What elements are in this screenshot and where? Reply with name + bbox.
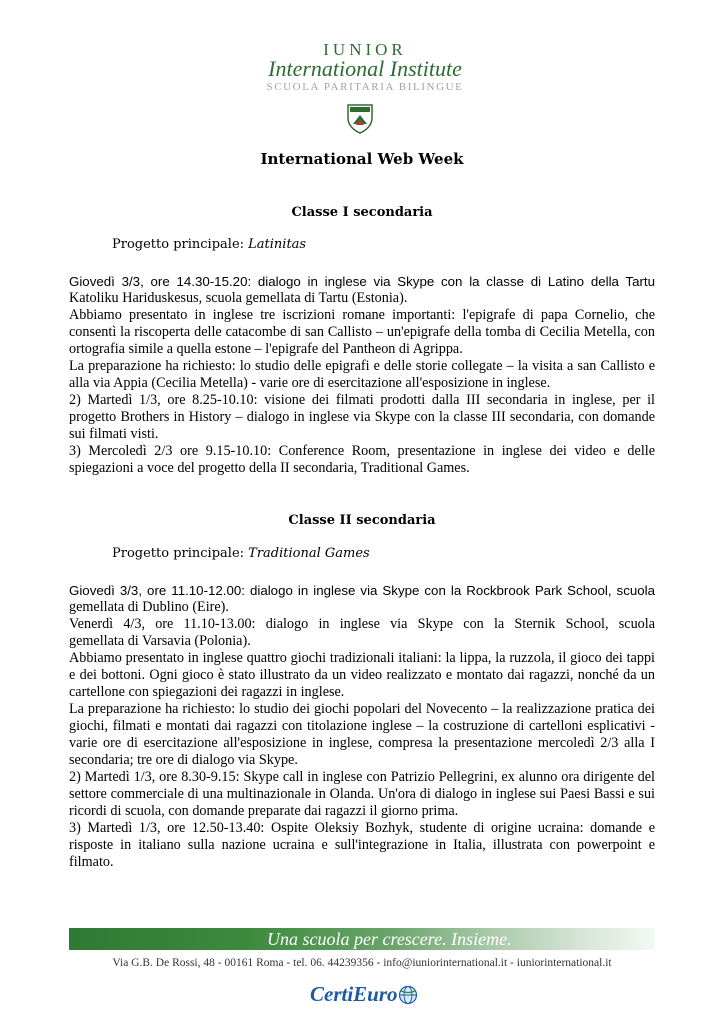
paragraph: 3) Mercoledì 2/3 ore 9.15-10.10: Conference Room, presentazione in inglese dei video e delle spiegazioni a voce del progetto della II secondaria, Traditional Games.	[69, 443, 655, 476]
shield-icon	[347, 104, 373, 134]
logo-subtitle: SCUOLA PARITARIA BILINGUE	[266, 81, 464, 93]
footer-band	[69, 928, 655, 950]
school-logo	[250, 40, 480, 94]
paragraph: 3) Martedì 1/3, ore 12.50-13.40: Ospite Oleksiy Bozhyk, studente di origine ucraina: domande e risposte in italiano sulla nazione ucraina e sull'integrazione in Italia, illustrata con powerpoint e filmato.	[69, 820, 655, 870]
paragraph: Abbiamo presentato in inglese quattro giochi tradizionali italiani: la lippa, la ruzzola, il gioco dei tappi e dei bottoni. Ogni gioco è stato illustrato da un video realizzato e montato dai ragazzi, nonché da un cartellone con spiegazioni dei ragazzi in inglese.	[69, 650, 655, 700]
paragraph: Venerdì 4/3, ore 11.10-13.00: dialogo in inglese via Skype con la Sternik School, scuola	[69, 616, 655, 632]
section-1-body	[69, 273, 655, 477]
paragraph: La preparazione ha richiesto: lo studio dei giochi popolari del Novecento – la realizzazione pratica dei giochi, filmati e montati dai ragazzi con titolazione inglese – la costruzione di cartelloni esplicativi - varie ore di esercitazione all'esposizione in inglese, compresa la presentazione mercoledì 2/3 alla I secondaria; tre ore di dialogo via Skype.	[69, 701, 655, 768]
logo-institute: International Institute	[268, 56, 462, 81]
section-2-body	[69, 582, 655, 871]
cert-label: CertiEuro	[310, 982, 398, 1006]
project-name: Traditional Games	[248, 546, 370, 561]
footer-address: Via G.B. De Rossi, 48 - 00161 Roma - tel. 06. 44239356 - info@iuniorinternational.it - iuniorinternational.it	[112, 957, 612, 969]
globe-icon	[398, 985, 418, 1005]
paragraph: gemellata di Varsavia (Polonia).	[69, 633, 251, 649]
project-label: Progetto principale:	[112, 237, 249, 252]
paragraph: Giovedì 3/3, ore 11.10-12.00: dialogo in inglese via Skype con la Rockbrook Park School, scuola	[69, 583, 655, 598]
logo-name: IUNIOR	[323, 40, 407, 59]
project-line-2	[112, 546, 370, 561]
paragraph: 2) Martedì 1/3, ore 8.25-10.10: visione dei filmati prodotti dalla III secondaria in inglese, per il progetto Brothers in History – dialogo in inglese via Skype con la classe III secondaria, con domande sui filmati visti.	[69, 392, 655, 442]
certification-logo	[310, 980, 420, 1010]
project-name: Latinitas	[248, 237, 307, 252]
project-label: Progetto principale:	[112, 546, 249, 561]
footer-slogan: Una scuola per crescere. Insieme.	[267, 929, 512, 949]
paragraph: gemellata di Dublino (Eire).	[69, 599, 229, 615]
paragraph: Abbiamo presentato in inglese tre iscrizioni romane importanti: l'epigrafe di papa Cornelio, che consentì la riscoperta delle catacombe di san Callisto – un'epigrafe della tomba di Cecilia Metella, con ortografia simile a quella estone – l'epigrafe del Pantheon di Agrippa.	[69, 307, 655, 357]
paragraph: 2) Martedì 1/3, ore 8.30-9.15: Skype call in inglese con Patrizio Pellegrini, ex alunno ora dirigente del settore commerciale di una multinazionale in Olanda. Un'ora di dialogo in inglese sui Paesi Bassi e sui ricordi di scuola, con domande preparate dai ragazzi il giorno prima.	[69, 769, 655, 819]
section-heading-1: Classe I secondaria	[291, 205, 433, 220]
paragraph: Giovedì 3/3, ore 14.30-15.20: dialogo in inglese via Skype con la classe di Latino della Tartu	[69, 274, 655, 289]
project-line-1	[112, 237, 306, 252]
section-heading-2: Classe II secondaria	[288, 513, 436, 528]
paragraph: La preparazione ha richiesto: lo studio delle epigrafi e delle storie collegate – la visita a san Callisto e alla via Appia (Cecilia Metella) - varie ore di esercitazione all'esposizione in inglese.	[69, 358, 655, 391]
paragraph: Katoliku Hariduskesus, scuola gemellata di Tartu (Estonia).	[69, 290, 408, 306]
page-title: International Web Week	[260, 150, 464, 168]
